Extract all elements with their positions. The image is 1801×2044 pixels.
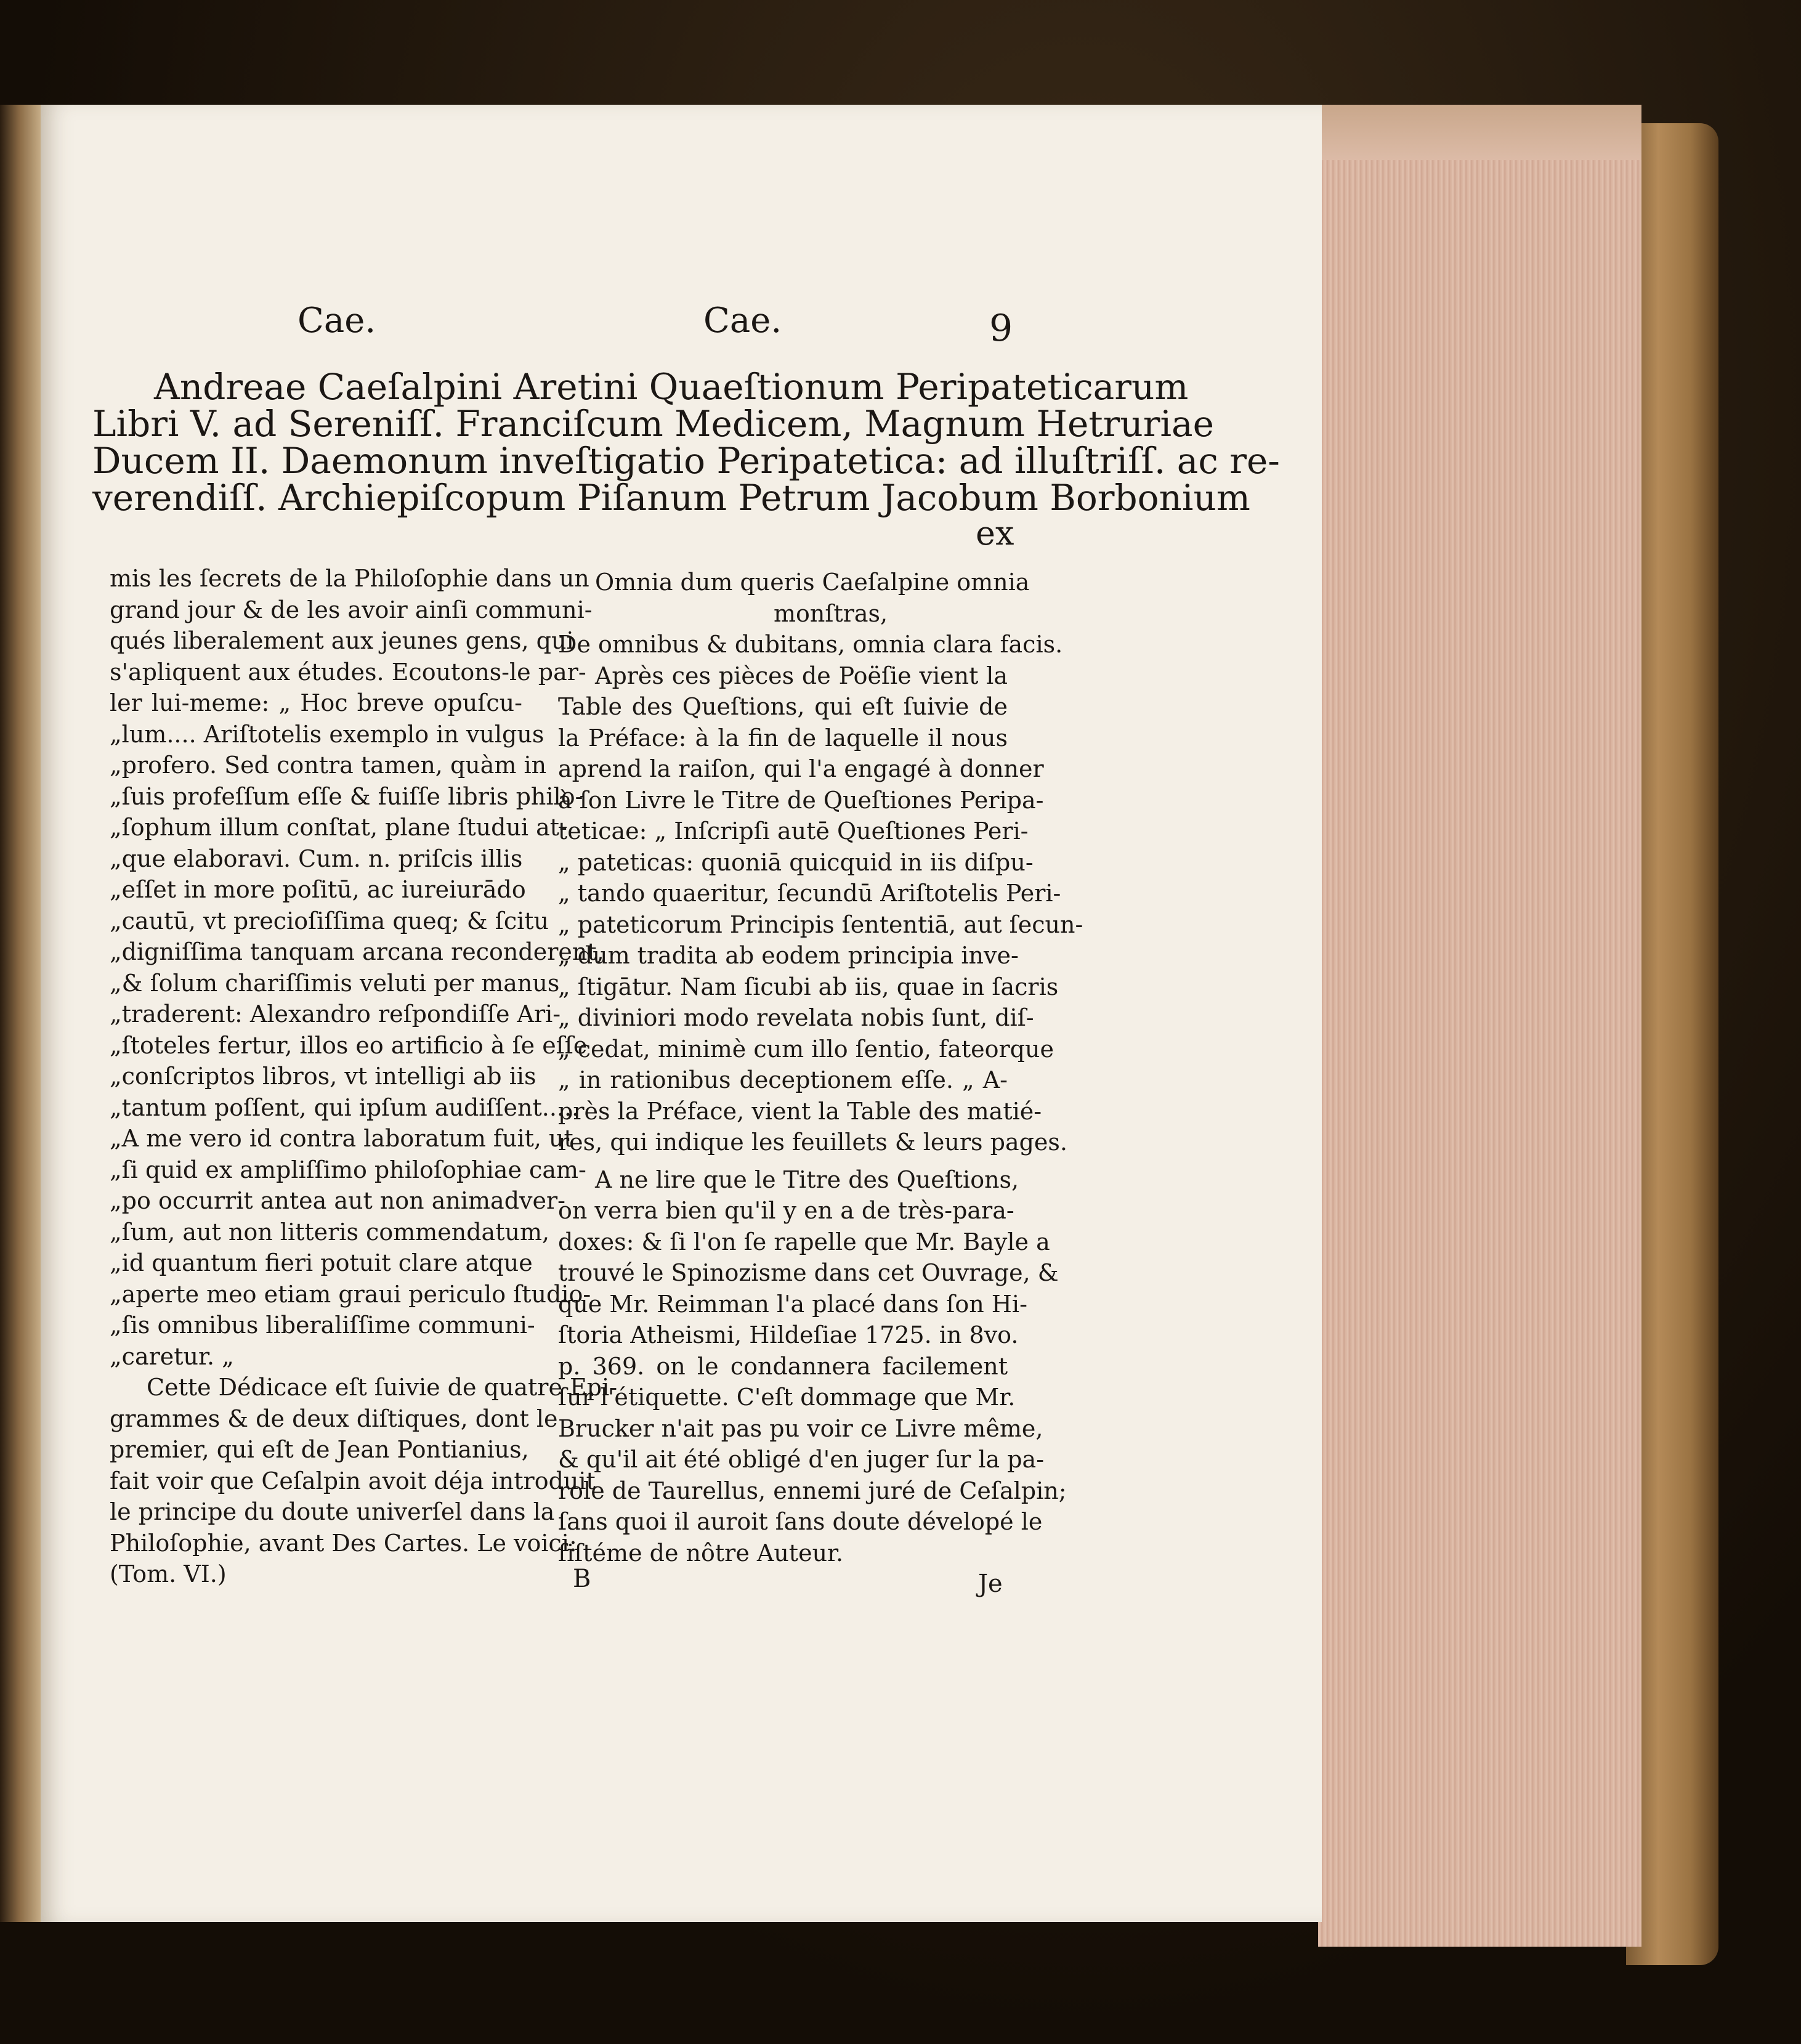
left-line-4: s'apliquent aux études. Ecoutons-le par- bbox=[110, 658, 586, 686]
fore-edge-pages bbox=[1318, 105, 1641, 1947]
right-line-25: ſtoria Atheismi, Hildeſiae 1725. in 8vo. bbox=[558, 1321, 1019, 1348]
left-line-12: „cautū, vt precioſiſſima queq; & ſcitu bbox=[110, 907, 549, 935]
left-line-16: „ſtoteles fertur, illos eo artificio à ſe eſſe bbox=[110, 1031, 588, 1059]
right-line-2: monſtras, bbox=[774, 599, 888, 627]
right-line-28: Brucker n'ait pas pu voir ce Livre même, bbox=[558, 1414, 1043, 1442]
running-head-center: Cae. bbox=[703, 301, 782, 341]
left-line-13: „digniſſima tanquam arcana reconderent, bbox=[110, 938, 604, 965]
left-line-1: mis les ſecrets de la Philoſophie dans un bbox=[110, 565, 589, 592]
right-line-9: teticae: „ Inſcripſi autē Queſtiones Peri- bbox=[558, 817, 1029, 845]
left-line-29: premier, qui eſt de Jean Pontianius, bbox=[110, 1436, 529, 1463]
right-line-17: „ in rationibus deceptionem eſſe. „ A- bbox=[558, 1066, 1008, 1093]
left-line-21: „po occurrit antea aut non animadver- bbox=[110, 1187, 565, 1214]
right-line-32: ſiſtéme de nôtre Auteur. bbox=[558, 1539, 844, 1567]
right-line-30: role de Taurellus, ennemi juré de Ceſalpin; bbox=[558, 1477, 1067, 1504]
left-line-14: „& ſolum chariſſimis veluti per manus bbox=[110, 969, 560, 997]
right-line-4: Après ces pièces de Poëſie vient la bbox=[595, 662, 1008, 689]
right-line-24: que Mr. Reimman l'a placé dans ſon Hi- bbox=[558, 1290, 1027, 1318]
right-line-19: res, qui indique les feuillets & leurs pages. bbox=[558, 1129, 1068, 1156]
right-line-21: on verra bien qu'il y en a de très-para- bbox=[558, 1197, 1014, 1224]
left-line-22: „ſum, aut non litteris commendatum, bbox=[110, 1218, 550, 1246]
running-head-left: Cae. bbox=[297, 301, 376, 341]
right-line-11: „ tando quaeritur, ſecundū Ariſtotelis Peri- bbox=[558, 880, 1061, 907]
left-line-32: Philoſophie, avant Des Cartes. Le voici: bbox=[110, 1529, 577, 1557]
title-line-3: Ducem II. Daemonum inveſtigatio Peripatetica: ad illuſtriſſ. ac re- bbox=[92, 440, 1280, 482]
left-line-28: grammes & de deux diſtiques, dont le bbox=[110, 1405, 558, 1432]
right-line-10: „ pateticas: quoniā quicquid in iis diſpu- bbox=[558, 848, 1034, 876]
left-line-24: „aperte meo etiam graui periculo ſtudio- bbox=[110, 1280, 591, 1308]
right-line-15: „ diviniori modo revelata nobis ſunt, diſ- bbox=[558, 1004, 1034, 1031]
right-line-14: „ ſtigātur. Nam ſicubi ab iis, quae in ſacris bbox=[558, 973, 1059, 1000]
left-page-edge bbox=[0, 105, 43, 1922]
title-catchword: ex bbox=[976, 514, 1014, 553]
left-line-2: grand jour & de les avoir ainſi communi- bbox=[110, 596, 593, 623]
right-line-31: ſans quoi il auroit ſans doute dévelopé le bbox=[558, 1508, 1043, 1535]
left-line-3: qués liberalement aux jeunes gens, qui bbox=[110, 627, 574, 654]
signature-mark: B bbox=[573, 1565, 591, 1593]
right-line-8: à ſon Livre le Titre de Queſtiones Peripa- bbox=[558, 786, 1044, 814]
left-line-17: „conſcriptos libros, vt intelligi ab iis bbox=[110, 1063, 536, 1090]
left-line-26: „caretur. „ bbox=[110, 1342, 234, 1370]
left-line-6: „lum.... Ariſtotelis exemplo in vulgus bbox=[110, 720, 544, 748]
left-line-31: le principe du doute univerſel dans la bbox=[110, 1498, 555, 1525]
left-line-19: „A me vero id contra laboratum fuit, ut bbox=[110, 1125, 573, 1152]
title-line-2: Libri V. ad Sereniſſ. Franciſcum Medicem, Magnum Hetruriae bbox=[92, 403, 1214, 445]
right-line-26: p. 369. on le condannera facilement bbox=[558, 1352, 1008, 1380]
left-line-11: „eſſet in more poſitū, ac iureiurādo bbox=[110, 876, 526, 903]
right-line-6: la Préface: à la fin de laquelle il nous bbox=[558, 724, 1008, 752]
left-line-8: „ſuis profeſſum eſſe & fuiſſe libris philo- bbox=[110, 782, 583, 810]
right-line-13: „ dum tradita ab eodem principia inve- bbox=[558, 942, 1019, 969]
left-line-20: „ſi quid ex ampliſſimo philoſophiae cam- bbox=[110, 1156, 586, 1183]
right-line-1: Omnia dum queris Caeſalpine omnia bbox=[595, 569, 1030, 596]
page-number: 9 bbox=[989, 307, 1013, 350]
right-line-20: A ne lire que le Titre des Queſtions, bbox=[595, 1166, 1019, 1193]
fore-edge-top bbox=[1318, 105, 1641, 160]
title-line-1: Andreae Caeſalpini Aretini Quaeſtionum Peripateticarum bbox=[154, 366, 1189, 408]
left-line-23: „id quantum fieri potuit clare atque bbox=[110, 1249, 533, 1276]
right-line-18: près la Préface, vient la Table des matié- bbox=[558, 1097, 1042, 1125]
catchword: Je bbox=[978, 1570, 1003, 1598]
right-line-5: Table des Queſtions, qui eſt ſuivie de bbox=[558, 693, 1008, 720]
title-line-4: verendiſſ. Archiepiſcopum Piſanum Petrum Jacobum Borbonium bbox=[92, 477, 1250, 519]
left-line-7: „profero. Sed contra tamen, quàm in bbox=[110, 752, 547, 779]
right-line-16: „ cedat, minimè cum illo ſentio, fateorque bbox=[558, 1035, 1054, 1063]
right-line-22: doxes: & ſi l'on ſe rapelle que Mr. Bayle a bbox=[558, 1228, 1050, 1255]
right-line-7: aprend la raiſon, qui l'a engagé à donner bbox=[558, 755, 1044, 782]
left-line-18: „tantum poſſent, qui ipſum audiſſent..... bbox=[110, 1093, 580, 1121]
left-line-5: ler lui-meme: „ Hoc breve opuſcu- bbox=[110, 689, 522, 716]
right-column bbox=[558, 567, 1083, 1568]
left-line-9: „ſophum illum conſtat, plane ſtudui at- bbox=[110, 814, 567, 841]
left-line-30: fait voir que Ceſalpin avoit déja introduit bbox=[110, 1467, 596, 1494]
right-line-29: & qu'il ait été obligé d'en juger ſur la pa- bbox=[558, 1446, 1045, 1473]
right-line-3: De omnibus & dubitans, omnia clara facis. bbox=[558, 631, 1063, 658]
right-line-27: ſur l'étiquette. C'eſt dommage que Mr. bbox=[558, 1384, 1016, 1411]
left-column bbox=[110, 563, 618, 1590]
left-signature: (Tom. VI.) bbox=[110, 1560, 227, 1588]
left-line-10: „que elaboravi. Cum. n. priſcis illis bbox=[110, 845, 523, 872]
left-line-27: Cette Dédicace eſt ſuivie de quatre Epi- bbox=[147, 1374, 618, 1401]
right-line-23: trouvé le Spinozisme dans cet Ouvrage, & bbox=[558, 1259, 1059, 1286]
left-line-25: „ſis omnibus liberaliſſime communi- bbox=[110, 1312, 535, 1339]
left-line-15: „traderent: Alexandro reſpondiſſe Ari- bbox=[110, 1000, 561, 1028]
right-line-12: „ pateticorum Principis ſententiā, aut ſecun- bbox=[558, 910, 1083, 938]
